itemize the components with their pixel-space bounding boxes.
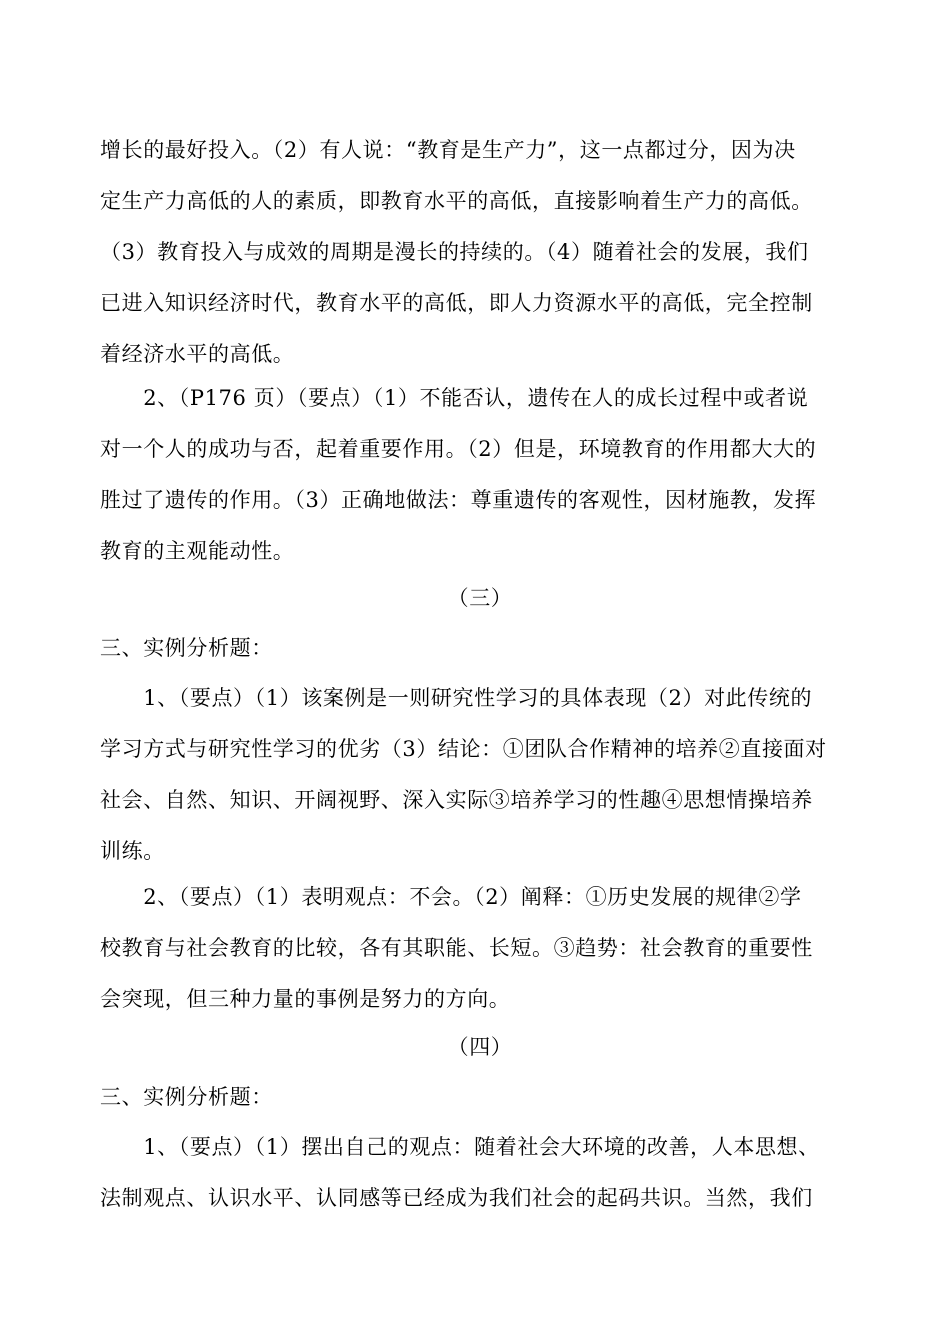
case-answer-1 [100,1122,860,1224]
text-line: 胜过了遗传的作用。（3）正确地做法：尊重遗传的客观性，因材施教，发挥 [100,488,817,512]
section-number: （三） [447,586,513,610]
text-line: 1、（要点）（1）该案例是一则研究性学习的具体表现（2）对此传统的 [100,686,813,710]
text-line: 已进入知识经济时代，教育水平的高低，即人力资源水平的高低，完全控制 [100,291,813,315]
case-answer-2 [100,872,860,1025]
section-number: （四） [447,1035,513,1059]
text-line: 校教育与社会教育的比较，各有其职能、长短。③趋势：社会教育的重要性 [100,936,813,960]
answer-paragraph-continued [100,125,860,380]
text-line: 训练。 [100,839,165,863]
answer-paragraph-2 [100,373,860,577]
text-line: 对一个人的成功与否，起着重要作用。（2）但是，环境教育的作用都大大的 [100,437,817,461]
question-type-heading [100,623,860,674]
text-line: 学习方式与研究性学习的优劣（3）结论：①团队合作精神的培养②直接面对 [100,737,827,761]
text-line: 2、（要点）（1）表明观点：不会。（2）阐释：①历史发展的规律②学 [100,885,802,909]
text-line: 教育的主观能动性。 [100,539,295,563]
text-line: 1、（要点）（1）摆出自己的观点：随着社会大环境的改善，人本思想、 [100,1135,820,1159]
text-line: 增长的最好投入。（2）有人说：“教育是生产力”，这一点都过分，因为决 [100,138,796,162]
case-answer-1 [100,673,860,877]
text-line: 着经济水平的高低。 [100,342,295,366]
section-heading-4 [100,1022,860,1073]
text-line: 法制观点、认识水平、认同感等已经成为我们社会的起码共识。当然，我们 [100,1186,813,1210]
text-line: 2、（P176 页）（要点）（1）不能否认，遗传在人的成长过程中或者说 [100,386,809,410]
text-line: 会突现，但三种力量的事例是努力的方向。 [100,987,511,1011]
question-type-label: 三、实例分析题： [100,1085,273,1109]
text-line: （3）教育投入与成效的周期是漫长的持续的。（4）随着社会的发展，我们 [100,240,809,264]
text-line: 社会、自然、知识、开阔视野、深入实际③培养学习的性趣④思想情操培养 [100,788,813,812]
question-type-heading [100,1072,860,1123]
text-line: 定生产力高低的人的素质，即教育水平的高低，直接影响着生产力的高低。 [100,189,813,213]
question-type-label: 三、实例分析题： [100,636,273,660]
section-heading-3 [100,573,860,624]
